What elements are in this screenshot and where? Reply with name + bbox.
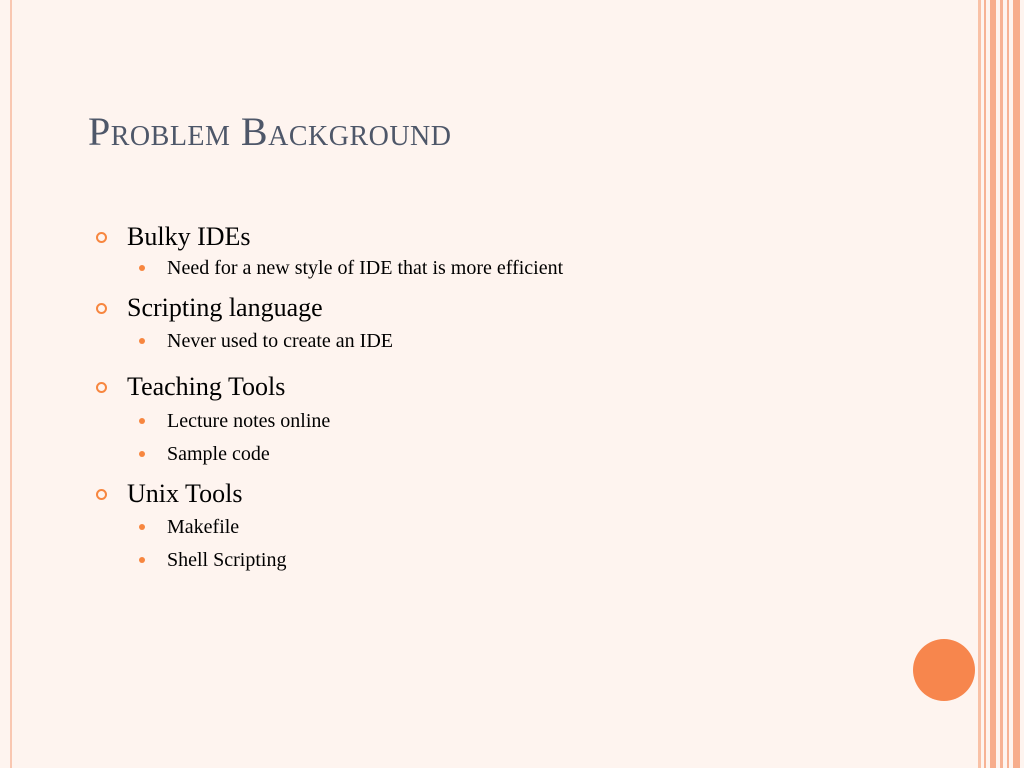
sub-bullet-text: Need for a new style of IDE that is more efficient bbox=[167, 257, 564, 279]
circle-bullet-icon bbox=[96, 232, 107, 243]
sub-bullet-text: Lecture notes online bbox=[167, 410, 331, 432]
left-border-line bbox=[10, 0, 12, 768]
sub-bullet-item bbox=[96, 255, 956, 281]
circle-bullet-icon bbox=[96, 303, 107, 314]
bullet-item bbox=[96, 220, 956, 254]
circle-bullet-icon bbox=[96, 489, 107, 500]
sub-bullet-item bbox=[96, 328, 956, 354]
dot-bullet-icon bbox=[139, 557, 145, 563]
slide-title: Problem Background bbox=[88, 109, 452, 154]
dot-bullet-icon bbox=[139, 418, 145, 424]
dot-bullet-icon bbox=[139, 265, 145, 271]
sub-bullet-item bbox=[96, 547, 956, 573]
bullet-item bbox=[96, 477, 956, 511]
sub-bullet-item bbox=[96, 408, 956, 434]
stripe bbox=[1000, 0, 1003, 768]
bullet-list bbox=[96, 220, 956, 573]
bullet-text: Teaching Tools bbox=[127, 372, 286, 401]
sub-bullet-item bbox=[96, 514, 956, 540]
dot-bullet-icon bbox=[139, 524, 145, 530]
right-stripe-decoration bbox=[978, 0, 1024, 768]
dot-bullet-icon bbox=[139, 451, 145, 457]
bullet-item bbox=[96, 370, 956, 404]
stripe bbox=[1013, 0, 1020, 768]
stripe bbox=[990, 0, 996, 768]
stripe bbox=[978, 0, 981, 768]
circle-bullet-icon bbox=[96, 382, 107, 393]
bullet-text: Bulky IDEs bbox=[127, 222, 251, 251]
stripe bbox=[984, 0, 986, 768]
sub-bullet-text: Sample code bbox=[167, 443, 270, 465]
bullet-text: Scripting language bbox=[127, 293, 323, 322]
sub-bullet-text: Never used to create an IDE bbox=[167, 330, 393, 352]
accent-circle bbox=[913, 639, 975, 701]
stripe bbox=[1007, 0, 1009, 768]
bullet-item bbox=[96, 291, 956, 325]
sub-bullet-text: Shell Scripting bbox=[167, 549, 287, 571]
sub-bullet-text: Makefile bbox=[167, 516, 240, 538]
bullet-text: Unix Tools bbox=[127, 479, 243, 508]
dot-bullet-icon bbox=[139, 338, 145, 344]
sub-bullet-item bbox=[96, 441, 956, 467]
